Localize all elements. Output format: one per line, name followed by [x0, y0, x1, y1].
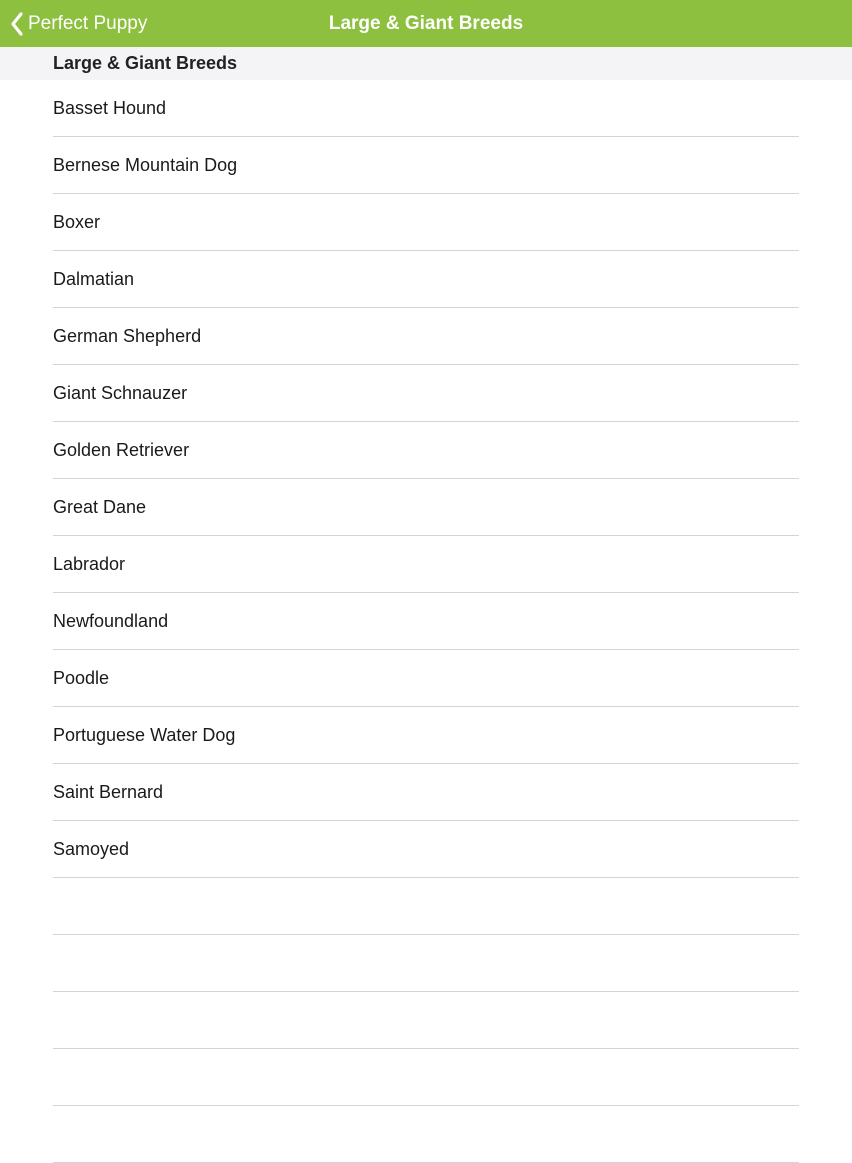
breed-row-saint-bernard[interactable] — [53, 764, 799, 821]
breed-row-giant-schnauzer[interactable] — [53, 365, 799, 422]
breed-label: Giant Schnauzer — [53, 382, 188, 403]
breed-label: Boxer — [53, 211, 101, 232]
back-button-label: Perfect Puppy — [28, 12, 148, 34]
breed-row-newfoundland[interactable] — [53, 593, 799, 650]
section-header — [0, 47, 852, 80]
empty-row — [53, 878, 799, 935]
breed-row-samoyed[interactable] — [53, 821, 799, 878]
empty-row — [53, 992, 799, 1049]
breed-row-great-dane[interactable] — [53, 479, 799, 536]
breed-label: Saint Bernard — [53, 781, 164, 802]
breed-label: Dalmatian — [53, 268, 135, 289]
breed-list — [53, 80, 799, 1163]
empty-row — [53, 1049, 799, 1106]
breed-label: Great Dane — [53, 496, 147, 517]
empty-row — [53, 935, 799, 992]
breed-row-dalmatian[interactable] — [53, 251, 799, 308]
breed-label: Samoyed — [53, 838, 130, 859]
breed-row-basset-hound[interactable] — [53, 80, 799, 137]
breed-row-portuguese-water-dog[interactable] — [53, 707, 799, 764]
breed-row-german-shepherd[interactable] — [53, 308, 799, 365]
breed-label: German Shepherd — [53, 325, 202, 346]
breed-label: Poodle — [53, 667, 110, 688]
page-title: Large & Giant Breeds — [328, 13, 524, 34]
breed-label: Bernese Mountain Dog — [53, 154, 238, 175]
navigation-bar — [0, 0, 852, 47]
breed-row-poodle[interactable] — [53, 650, 799, 707]
breed-label: Basset Hound — [53, 97, 167, 118]
breed-label: Portuguese Water Dog — [53, 724, 236, 745]
section-header-label: Large & Giant Breeds — [53, 53, 238, 73]
breed-label: Golden Retriever — [53, 439, 190, 460]
breed-row-labrador[interactable] — [53, 536, 799, 593]
breed-row-golden-retriever[interactable] — [53, 422, 799, 479]
breed-label: Labrador — [53, 553, 126, 574]
empty-row — [53, 1106, 799, 1163]
breed-label: Newfoundland — [53, 610, 169, 631]
breed-row-bernese-mountain-dog[interactable] — [53, 137, 799, 194]
breed-row-boxer[interactable] — [53, 194, 799, 251]
